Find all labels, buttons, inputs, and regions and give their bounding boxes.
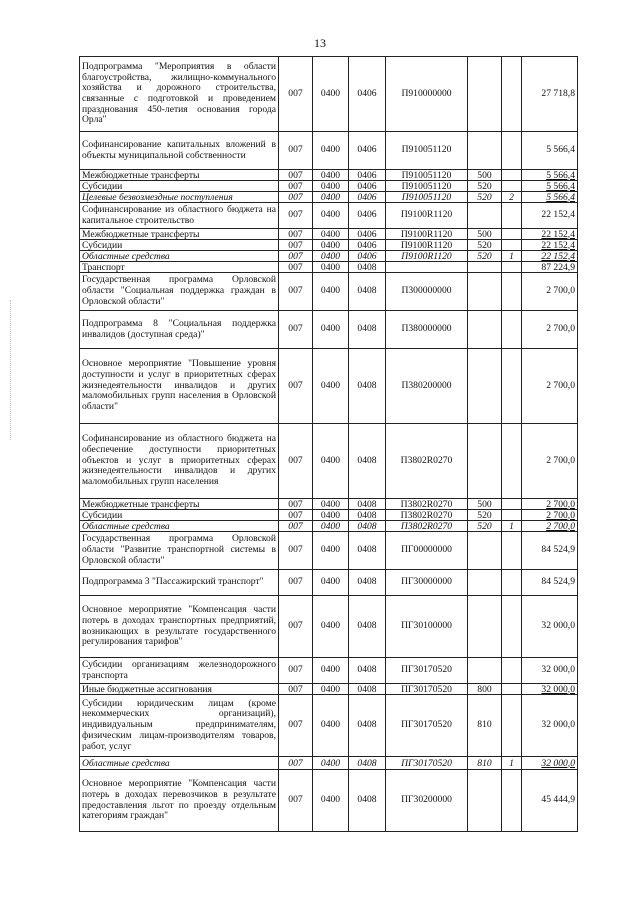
cell-code bbox=[386, 262, 468, 273]
table-row bbox=[80, 499, 578, 510]
cell-vr bbox=[468, 770, 502, 832]
cell-amount: 2 700,0 bbox=[522, 311, 578, 349]
cell-vr bbox=[468, 132, 502, 170]
cell-extra bbox=[502, 203, 522, 229]
cell-c1: 007 bbox=[279, 757, 313, 770]
table-row bbox=[80, 757, 578, 770]
cell-code: П3802R0270 bbox=[386, 510, 468, 521]
cell-vr: 520 bbox=[468, 192, 502, 203]
cell-amount: 22 152,4 bbox=[522, 251, 578, 262]
cell-code: ПГ30170520 bbox=[386, 695, 468, 757]
page-number: 13 bbox=[314, 36, 326, 50]
table-row bbox=[80, 510, 578, 521]
cell-c1: 007 bbox=[279, 349, 313, 424]
cell-c3: 0408 bbox=[349, 424, 386, 499]
cell-c3: 0408 bbox=[349, 311, 386, 349]
cell-name: Подпрограмма 3 "Пассажирский транспорт" bbox=[80, 570, 279, 596]
cell-extra: 2 bbox=[502, 192, 522, 203]
cell-amount: 5 566,4 bbox=[522, 192, 578, 203]
cell-c1: 007 bbox=[279, 240, 313, 251]
cell-name: Основное мероприятие "Компенсация части потерь в доходах перевозчиков в результате предоставления льгот по проезду отдельным категориям граждан" bbox=[80, 770, 279, 832]
cell-vr bbox=[468, 262, 502, 273]
cell-vr bbox=[468, 273, 502, 311]
cell-amount: 5 566,4 bbox=[522, 181, 578, 192]
cell-c1: 007 bbox=[279, 251, 313, 262]
cell-c2: 0400 bbox=[313, 132, 349, 170]
cell-code: П9100R1120 bbox=[386, 229, 468, 240]
cell-vr: 500 bbox=[468, 229, 502, 240]
cell-extra bbox=[502, 532, 522, 570]
cell-code: ПГ30200000 bbox=[386, 770, 468, 832]
cell-c2: 0400 bbox=[313, 262, 349, 273]
cell-vr: 520 bbox=[468, 240, 502, 251]
cell-extra: 1 bbox=[502, 757, 522, 770]
cell-vr: 520 bbox=[468, 521, 502, 532]
cell-amount: 32 000,0 bbox=[522, 684, 578, 695]
cell-name: Софинансирование капитальных вложений в объекты муниципальной собственности bbox=[80, 132, 279, 170]
cell-code: П910051120 bbox=[386, 181, 468, 192]
cell-c3: 0408 bbox=[349, 757, 386, 770]
budget-table bbox=[79, 56, 578, 832]
cell-c3: 0408 bbox=[349, 273, 386, 311]
cell-c2: 0400 bbox=[313, 240, 349, 251]
cell-code: ПГ30170520 bbox=[386, 684, 468, 695]
cell-vr bbox=[468, 658, 502, 684]
cell-vr bbox=[468, 203, 502, 229]
cell-c3: 0408 bbox=[349, 570, 386, 596]
cell-amount: 32 000,0 bbox=[522, 695, 578, 757]
cell-c3: 0406 bbox=[349, 181, 386, 192]
cell-c2: 0400 bbox=[313, 570, 349, 596]
cell-c3: 0406 bbox=[349, 203, 386, 229]
cell-amount: 2 700,0 bbox=[522, 273, 578, 311]
table-row bbox=[80, 521, 578, 532]
cell-amount: 32 000,0 bbox=[522, 596, 578, 658]
cell-name: Межбюджетные трансферты bbox=[80, 229, 279, 240]
table-row bbox=[80, 262, 578, 273]
cell-c1: 007 bbox=[279, 311, 313, 349]
cell-c1: 007 bbox=[279, 532, 313, 570]
cell-code: П3802R0270 bbox=[386, 499, 468, 510]
cell-c1: 007 bbox=[279, 132, 313, 170]
cell-c1: 007 bbox=[279, 424, 313, 499]
cell-c2: 0400 bbox=[313, 181, 349, 192]
table-row bbox=[80, 251, 578, 262]
table-row bbox=[80, 132, 578, 170]
cell-code: П9100R1120 bbox=[386, 203, 468, 229]
table-row bbox=[80, 695, 578, 757]
cell-c3: 0408 bbox=[349, 262, 386, 273]
cell-name: Транспорт bbox=[80, 262, 279, 273]
cell-extra bbox=[502, 596, 522, 658]
cell-c2: 0400 bbox=[313, 684, 349, 695]
cell-c2: 0400 bbox=[313, 424, 349, 499]
cell-amount: 5 566,4 bbox=[522, 132, 578, 170]
cell-name: Субсидии организациям железнодорожного транспорта bbox=[80, 658, 279, 684]
table-row bbox=[80, 229, 578, 240]
cell-vr: 520 bbox=[468, 510, 502, 521]
cell-amount: 2 700,0 bbox=[522, 349, 578, 424]
table-row bbox=[80, 532, 578, 570]
cell-c1: 007 bbox=[279, 262, 313, 273]
cell-c2: 0400 bbox=[313, 510, 349, 521]
cell-code: П380000000 bbox=[386, 311, 468, 349]
cell-c1: 007 bbox=[279, 521, 313, 532]
cell-c3: 0408 bbox=[349, 499, 386, 510]
cell-c2: 0400 bbox=[313, 57, 349, 132]
cell-code: П910051120 bbox=[386, 132, 468, 170]
cell-c2: 0400 bbox=[313, 273, 349, 311]
cell-vr bbox=[468, 57, 502, 132]
cell-code: П3802R0270 bbox=[386, 521, 468, 532]
cell-code: ПГ30170520 bbox=[386, 658, 468, 684]
cell-c2: 0400 bbox=[313, 170, 349, 181]
cell-amount: 2 700,0 bbox=[522, 499, 578, 510]
cell-c1: 007 bbox=[279, 192, 313, 203]
cell-c3: 0406 bbox=[349, 57, 386, 132]
cell-name: Межбюджетные трансферты bbox=[80, 170, 279, 181]
table-row bbox=[80, 181, 578, 192]
cell-code: П380200000 bbox=[386, 349, 468, 424]
cell-name: Межбюджетные трансферты bbox=[80, 499, 279, 510]
table-row bbox=[80, 349, 578, 424]
cell-name: Софинансирование из областного бюджета на обеспечение доступности приоритетных объектов и услуг в приоритетных сферах жизнедеятельности инвалидов и других маломобильных групп населения bbox=[80, 424, 279, 499]
cell-c2: 0400 bbox=[313, 521, 349, 532]
cell-code: ПГ00000000 bbox=[386, 532, 468, 570]
cell-c1: 007 bbox=[279, 273, 313, 311]
table-row bbox=[80, 311, 578, 349]
table-row bbox=[80, 240, 578, 251]
cell-vr: 800 bbox=[468, 684, 502, 695]
cell-c2: 0400 bbox=[313, 311, 349, 349]
cell-c1: 007 bbox=[279, 229, 313, 240]
cell-c3: 0408 bbox=[349, 770, 386, 832]
cell-c3: 0408 bbox=[349, 684, 386, 695]
cell-extra bbox=[502, 181, 522, 192]
cell-vr bbox=[468, 532, 502, 570]
cell-extra bbox=[502, 349, 522, 424]
cell-amount: 27 718,8 bbox=[522, 57, 578, 132]
table-row bbox=[80, 273, 578, 311]
cell-name: Подпрограмма "Мероприятия в области благоустройства, жилищно-коммунального хозяйства и дорожного строительства, связанные с подготовкой и проведением празднования 450-летия основания города Орла" bbox=[80, 57, 279, 132]
cell-vr: 520 bbox=[468, 251, 502, 262]
cell-c2: 0400 bbox=[313, 349, 349, 424]
table-row bbox=[80, 658, 578, 684]
cell-c3: 0408 bbox=[349, 521, 386, 532]
cell-name: Целевые безвозмездные поступления bbox=[80, 192, 279, 203]
cell-c3: 0408 bbox=[349, 658, 386, 684]
cell-c1: 007 bbox=[279, 770, 313, 832]
cell-code: П9100R1120 bbox=[386, 251, 468, 262]
cell-extra bbox=[502, 273, 522, 311]
cell-name: Государственная программа Орловской области "Социальная поддержка граждан в Орловской области" bbox=[80, 273, 279, 311]
cell-name: Государственная программа Орловской области "Развитие транспортной системы в Орловской области" bbox=[80, 532, 279, 570]
cell-c2: 0400 bbox=[313, 499, 349, 510]
cell-name: Иные бюджетные ассигнования bbox=[80, 684, 279, 695]
table-row bbox=[80, 57, 578, 132]
cell-extra bbox=[502, 570, 522, 596]
cell-c2: 0400 bbox=[313, 757, 349, 770]
table-row bbox=[80, 570, 578, 596]
cell-vr: 520 bbox=[468, 181, 502, 192]
cell-c3: 0408 bbox=[349, 532, 386, 570]
cell-code: П300000000 bbox=[386, 273, 468, 311]
cell-c3: 0406 bbox=[349, 229, 386, 240]
cell-extra bbox=[502, 229, 522, 240]
cell-code: П910051120 bbox=[386, 192, 468, 203]
cell-vr bbox=[468, 596, 502, 658]
cell-c2: 0400 bbox=[313, 658, 349, 684]
cell-extra: 1 bbox=[502, 521, 522, 532]
cell-c3: 0406 bbox=[349, 240, 386, 251]
cell-c1: 007 bbox=[279, 181, 313, 192]
cell-vr: 500 bbox=[468, 170, 502, 181]
cell-vr bbox=[468, 424, 502, 499]
cell-code: ПГ30170520 bbox=[386, 757, 468, 770]
cell-c1: 007 bbox=[279, 695, 313, 757]
cell-c1: 007 bbox=[279, 203, 313, 229]
cell-amount: 2 700,0 bbox=[522, 424, 578, 499]
cell-c2: 0400 bbox=[313, 695, 349, 757]
cell-extra bbox=[502, 510, 522, 521]
cell-c1: 007 bbox=[279, 658, 313, 684]
cell-c3: 0406 bbox=[349, 132, 386, 170]
table-row bbox=[80, 192, 578, 203]
cell-name: Областные средства bbox=[80, 521, 279, 532]
table-row bbox=[80, 770, 578, 832]
cell-name: Областные средства bbox=[80, 251, 279, 262]
table-row bbox=[80, 170, 578, 181]
cell-vr bbox=[468, 311, 502, 349]
cell-c2: 0400 bbox=[313, 229, 349, 240]
cell-c2: 0400 bbox=[313, 192, 349, 203]
margin-scan-mark bbox=[10, 300, 12, 440]
cell-amount: 84 524,9 bbox=[522, 532, 578, 570]
cell-c1: 007 bbox=[279, 510, 313, 521]
cell-c1: 007 bbox=[279, 170, 313, 181]
cell-name: Подпрограмма 8 "Социальная поддержка инвалидов (доступная среда)" bbox=[80, 311, 279, 349]
cell-vr: 500 bbox=[468, 499, 502, 510]
cell-amount: 22 152,4 bbox=[522, 203, 578, 229]
cell-amount: 84 524,9 bbox=[522, 570, 578, 596]
cell-c1: 007 bbox=[279, 596, 313, 658]
cell-c2: 0400 bbox=[313, 532, 349, 570]
table-row bbox=[80, 596, 578, 658]
cell-vr bbox=[468, 349, 502, 424]
cell-c3: 0406 bbox=[349, 251, 386, 262]
cell-c3: 0406 bbox=[349, 170, 386, 181]
cell-amount: 45 444,9 bbox=[522, 770, 578, 832]
cell-extra bbox=[502, 57, 522, 132]
cell-name: Областные средства bbox=[80, 757, 279, 770]
cell-c3: 0408 bbox=[349, 510, 386, 521]
cell-amount: 5 566,4 bbox=[522, 170, 578, 181]
cell-c1: 007 bbox=[279, 570, 313, 596]
cell-name: Субсидии bbox=[80, 240, 279, 251]
cell-name: Субсидии юридическим лицам (кроме некоммерческих организаций), индивидуальным предпринимателям, физическим лицам-производителям товаров, работ, услуг bbox=[80, 695, 279, 757]
cell-c3: 0406 bbox=[349, 192, 386, 203]
cell-extra bbox=[502, 770, 522, 832]
cell-extra bbox=[502, 262, 522, 273]
cell-extra bbox=[502, 684, 522, 695]
cell-c3: 0408 bbox=[349, 596, 386, 658]
cell-c1: 007 bbox=[279, 684, 313, 695]
cell-amount: 22 152,4 bbox=[522, 229, 578, 240]
cell-extra bbox=[502, 424, 522, 499]
table-row bbox=[80, 203, 578, 229]
cell-name: Субсидии bbox=[80, 510, 279, 521]
cell-c2: 0400 bbox=[313, 770, 349, 832]
cell-name: Основное мероприятие "Повышение уровня доступности и услуг в приоритетных сферах жизнедеятельности инвалидов и других маломобильных групп населения в Орловской области" bbox=[80, 349, 279, 424]
cell-amount: 32 000,0 bbox=[522, 658, 578, 684]
cell-amount: 87 224,9 bbox=[522, 262, 578, 273]
cell-name: Субсидии bbox=[80, 181, 279, 192]
cell-name: Основное мероприятие "Компенсация части потерь в доходах транспортных предприятий, возникающих в результате государственного регулирования тарифов" bbox=[80, 596, 279, 658]
cell-amount: 22 152,4 bbox=[522, 240, 578, 251]
cell-code: П910000000 bbox=[386, 57, 468, 132]
cell-name: Софинансирование из областного бюджета на капитальное строительство bbox=[80, 203, 279, 229]
cell-code: П910051120 bbox=[386, 170, 468, 181]
cell-code: ПГ30000000 bbox=[386, 570, 468, 596]
cell-code: П9100R1120 bbox=[386, 240, 468, 251]
cell-extra bbox=[502, 311, 522, 349]
cell-extra: 1 bbox=[502, 251, 522, 262]
cell-vr: 810 bbox=[468, 695, 502, 757]
table-row bbox=[80, 424, 578, 499]
cell-code: П3802R0270 bbox=[386, 424, 468, 499]
cell-amount: 32 000,0 bbox=[522, 757, 578, 770]
cell-code: ПГ30100000 bbox=[386, 596, 468, 658]
cell-extra bbox=[502, 499, 522, 510]
cell-vr: 810 bbox=[468, 757, 502, 770]
cell-c2: 0400 bbox=[313, 251, 349, 262]
cell-vr bbox=[468, 570, 502, 596]
cell-extra bbox=[502, 170, 522, 181]
cell-c3: 0408 bbox=[349, 349, 386, 424]
cell-extra bbox=[502, 695, 522, 757]
cell-c2: 0400 bbox=[313, 203, 349, 229]
cell-c2: 0400 bbox=[313, 596, 349, 658]
cell-extra bbox=[502, 240, 522, 251]
cell-c1: 007 bbox=[279, 57, 313, 132]
cell-amount: 2 700,0 bbox=[522, 510, 578, 521]
cell-extra bbox=[502, 658, 522, 684]
cell-c1: 007 bbox=[279, 499, 313, 510]
cell-extra bbox=[502, 132, 522, 170]
cell-amount: 2 700,0 bbox=[522, 521, 578, 532]
table-row bbox=[80, 684, 578, 695]
cell-c3: 0408 bbox=[349, 695, 386, 757]
